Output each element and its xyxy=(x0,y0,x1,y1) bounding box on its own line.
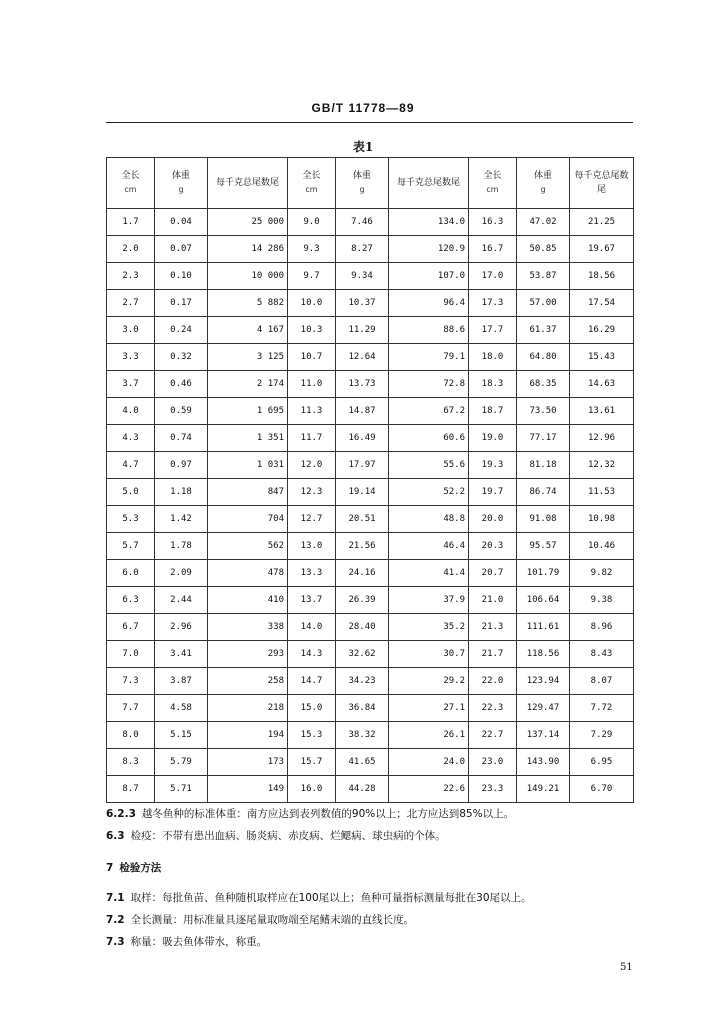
table-cell: 15.0 xyxy=(288,695,336,722)
table-cell: 68.35 xyxy=(517,371,570,398)
table-cell: 4.7 xyxy=(107,452,155,479)
table-cell: 8.3 xyxy=(107,749,155,776)
table-cell: 7.46 xyxy=(336,209,389,236)
table-cell: 81.18 xyxy=(517,452,570,479)
table-cell: 6.0 xyxy=(107,560,155,587)
table-cell: 13.73 xyxy=(336,371,389,398)
table-cell: 60.6 xyxy=(389,425,469,452)
column-header xyxy=(155,158,208,209)
table-cell: 137.14 xyxy=(517,722,570,749)
table-cell: 17.97 xyxy=(336,452,389,479)
table-cell: 23.0 xyxy=(469,749,517,776)
table-cell: 4.0 xyxy=(107,398,155,425)
table-cell: 0.04 xyxy=(155,209,208,236)
column-header-unit: cm xyxy=(305,185,318,194)
table-cell: 52.2 xyxy=(389,479,469,506)
table-cell: 5 882 xyxy=(208,290,288,317)
table-cell: 6.3 xyxy=(107,587,155,614)
table-cell: 20.51 xyxy=(336,506,389,533)
table-cell: 13.7 xyxy=(288,587,336,614)
table-cell: 2.09 xyxy=(155,560,208,587)
note-item-6-2-3 xyxy=(106,803,646,825)
table-cell: 25 000 xyxy=(208,209,288,236)
table-cell: 17.3 xyxy=(469,290,517,317)
table-cell: 13.3 xyxy=(288,560,336,587)
table-cell: 1.78 xyxy=(155,533,208,560)
note-number: 6.2.3 xyxy=(106,808,136,820)
table-cell: 17.54 xyxy=(570,290,634,317)
table-cell: 79.1 xyxy=(389,344,469,371)
table-row xyxy=(107,425,634,452)
table-cell: 1.18 xyxy=(155,479,208,506)
section-item-7-2 xyxy=(106,909,646,931)
table-cell: 10.7 xyxy=(288,344,336,371)
column-header xyxy=(336,158,389,209)
section-item-7-3 xyxy=(106,931,646,953)
column-header-label: 每千克总尾数尾 xyxy=(574,171,629,195)
table-cell: 48.8 xyxy=(389,506,469,533)
column-header-label: 每千克总尾数尾 xyxy=(215,178,279,188)
table-cell: 2.96 xyxy=(155,614,208,641)
table-row xyxy=(107,317,634,344)
table-cell: 17.7 xyxy=(469,317,517,344)
table-cell: 9.82 xyxy=(570,560,634,587)
table-cell: 2.0 xyxy=(107,236,155,263)
table-cell: 2.3 xyxy=(107,263,155,290)
table-row xyxy=(107,695,634,722)
table-cell: 11.53 xyxy=(570,479,634,506)
table-cell: 20.0 xyxy=(469,506,517,533)
column-header xyxy=(389,158,469,209)
table-cell: 0.24 xyxy=(155,317,208,344)
table-cell: 19.67 xyxy=(570,236,634,263)
table-cell: 0.10 xyxy=(155,263,208,290)
table-cell: 73.50 xyxy=(517,398,570,425)
item-text: 取样：每批鱼苗、鱼种随机取样应在100尾以上；鱼种可量指标测量每批在30尾以上。 xyxy=(130,892,532,904)
table-cell: 19.14 xyxy=(336,479,389,506)
table-cell: 8.43 xyxy=(570,641,634,668)
table-cell: 14.87 xyxy=(336,398,389,425)
table-cell: 7.7 xyxy=(107,695,155,722)
standard-header: GB/T 11778—89 xyxy=(311,101,415,115)
table-cell: 14 286 xyxy=(208,236,288,263)
note-text: 检疫：不带有患出血病、肠炎病、赤皮病、烂鳃病、球虫病的个体。 xyxy=(130,830,446,842)
table-row xyxy=(107,722,634,749)
table-cell: 9.0 xyxy=(288,209,336,236)
note-text: 越冬鱼种的标准体重：南方应达到表列数值的90%以上；北方应达到85%以上。 xyxy=(141,808,515,820)
table-row xyxy=(107,668,634,695)
table-row xyxy=(107,749,634,776)
table-cell: 8.7 xyxy=(107,776,155,803)
table-cell: 26.1 xyxy=(389,722,469,749)
table-cell: 27.1 xyxy=(389,695,469,722)
table-cell: 57.00 xyxy=(517,290,570,317)
table-cell: 17.0 xyxy=(469,263,517,290)
table-cell: 18.3 xyxy=(469,371,517,398)
table-cell: 118.56 xyxy=(517,641,570,668)
table-header xyxy=(107,158,634,209)
table-cell: 4 167 xyxy=(208,317,288,344)
table-cell: 0.32 xyxy=(155,344,208,371)
table-cell: 86.74 xyxy=(517,479,570,506)
column-header xyxy=(517,158,570,209)
table-cell: 3.87 xyxy=(155,668,208,695)
table-cell: 7.29 xyxy=(570,722,634,749)
table-cell: 149 xyxy=(208,776,288,803)
table-cell: 562 xyxy=(208,533,288,560)
table-cell: 20.7 xyxy=(469,560,517,587)
table-cell: 16.29 xyxy=(570,317,634,344)
table-cell: 67.2 xyxy=(389,398,469,425)
table-row xyxy=(107,398,634,425)
table-row xyxy=(107,290,634,317)
table-cell: 24.0 xyxy=(389,749,469,776)
column-header-label: 体重 xyxy=(171,171,190,181)
table-cell: 111.61 xyxy=(517,614,570,641)
table-cell: 194 xyxy=(208,722,288,749)
table-cell: 35.2 xyxy=(389,614,469,641)
table-cell: 9.3 xyxy=(288,236,336,263)
table-cell: 5.15 xyxy=(155,722,208,749)
table-cell: 14.7 xyxy=(288,668,336,695)
item-text: 全长测量：用标准量具逐尾量取吻端至尾鳍末端的直线长度。 xyxy=(130,914,415,926)
column-header-unit: cm xyxy=(486,185,499,194)
item-number: 7.1 xyxy=(106,892,125,904)
table-title: 表1 xyxy=(352,140,374,154)
table-cell: 14.0 xyxy=(288,614,336,641)
table-cell: 2.7 xyxy=(107,290,155,317)
section-title: 检验方法 xyxy=(119,862,162,874)
table-cell: 4.3 xyxy=(107,425,155,452)
table-row xyxy=(107,533,634,560)
table-cell: 101.79 xyxy=(517,560,570,587)
column-header xyxy=(288,158,336,209)
table-cell: 15.3 xyxy=(288,722,336,749)
table-cell: 34.23 xyxy=(336,668,389,695)
table-cell: 12.96 xyxy=(570,425,634,452)
table-cell: 26.39 xyxy=(336,587,389,614)
table-row xyxy=(107,614,634,641)
table-cell: 129.47 xyxy=(517,695,570,722)
table-cell: 21.0 xyxy=(469,587,517,614)
table-cell: 704 xyxy=(208,506,288,533)
table-cell: 11.7 xyxy=(288,425,336,452)
table-cell: 11.3 xyxy=(288,398,336,425)
table-cell: 55.6 xyxy=(389,452,469,479)
table-cell: 218 xyxy=(208,695,288,722)
table-cell: 0.59 xyxy=(155,398,208,425)
table-cell: 22.0 xyxy=(469,668,517,695)
table-cell: 16.0 xyxy=(288,776,336,803)
table-cell: 15.7 xyxy=(288,749,336,776)
table-cell: 3.3 xyxy=(107,344,155,371)
table-cell: 12.64 xyxy=(336,344,389,371)
table-cell: 7.72 xyxy=(570,695,634,722)
table-cell: 1.42 xyxy=(155,506,208,533)
table-cell: 21.7 xyxy=(469,641,517,668)
table-cell: 10 000 xyxy=(208,263,288,290)
header-row xyxy=(107,158,634,209)
table-row xyxy=(107,344,634,371)
table-cell: 50.85 xyxy=(517,236,570,263)
table-cell: 9.38 xyxy=(570,587,634,614)
table-cell: 143.90 xyxy=(517,749,570,776)
table-cell: 21.25 xyxy=(570,209,634,236)
table-cell: 14.3 xyxy=(288,641,336,668)
table-cell: 8.0 xyxy=(107,722,155,749)
table-cell: 19.0 xyxy=(469,425,517,452)
table-cell: 12.7 xyxy=(288,506,336,533)
table-cell: 478 xyxy=(208,560,288,587)
table-cell: 16.3 xyxy=(469,209,517,236)
column-header xyxy=(570,158,634,209)
table-row xyxy=(107,776,634,803)
table-cell: 3.41 xyxy=(155,641,208,668)
table-cell: 0.07 xyxy=(155,236,208,263)
table-cell: 72.8 xyxy=(389,371,469,398)
table-cell: 4.58 xyxy=(155,695,208,722)
column-header-label: 每千克总尾数尾 xyxy=(396,178,460,188)
table-cell: 61.37 xyxy=(517,317,570,344)
header-rule xyxy=(106,122,633,123)
table-cell: 10.98 xyxy=(570,506,634,533)
table-cell: 5.0 xyxy=(107,479,155,506)
notes-section xyxy=(106,803,646,953)
table-cell: 11.29 xyxy=(336,317,389,344)
column-header-unit: g xyxy=(359,185,365,194)
table-cell: 847 xyxy=(208,479,288,506)
item-number: 7.2 xyxy=(106,914,125,926)
table-cell: 5.3 xyxy=(107,506,155,533)
table-cell: 88.6 xyxy=(389,317,469,344)
table-cell: 7.3 xyxy=(107,668,155,695)
table-cell: 77.17 xyxy=(517,425,570,452)
table-cell: 30.7 xyxy=(389,641,469,668)
table-cell: 7.0 xyxy=(107,641,155,668)
page-number: 51 xyxy=(620,962,633,973)
table-cell: 10.46 xyxy=(570,533,634,560)
table-cell: 120.9 xyxy=(389,236,469,263)
table-cell: 1 695 xyxy=(208,398,288,425)
table-cell: 5.79 xyxy=(155,749,208,776)
table-cell: 10.0 xyxy=(288,290,336,317)
table-cell: 8.27 xyxy=(336,236,389,263)
column-header-label: 全长 xyxy=(483,171,502,181)
table-cell: 107.0 xyxy=(389,263,469,290)
table-cell: 18.0 xyxy=(469,344,517,371)
column-header-unit: cm xyxy=(124,185,137,194)
table-cell: 10.3 xyxy=(288,317,336,344)
column-header-unit: g xyxy=(540,185,546,194)
table-cell: 21.56 xyxy=(336,533,389,560)
table-cell: 8.96 xyxy=(570,614,634,641)
table-cell: 410 xyxy=(208,587,288,614)
table-cell: 12.3 xyxy=(288,479,336,506)
section-heading xyxy=(106,857,646,879)
table-cell: 2.44 xyxy=(155,587,208,614)
table-cell: 149.21 xyxy=(517,776,570,803)
table-cell: 37.9 xyxy=(389,587,469,614)
note-item-6-3 xyxy=(106,825,646,847)
table-cell: 13.0 xyxy=(288,533,336,560)
table-cell: 16.7 xyxy=(469,236,517,263)
table-cell: 8.07 xyxy=(570,668,634,695)
table-cell: 19.7 xyxy=(469,479,517,506)
table-cell: 20.3 xyxy=(469,533,517,560)
table-cell: 36.84 xyxy=(336,695,389,722)
table-cell: 64.80 xyxy=(517,344,570,371)
table-cell: 23.3 xyxy=(469,776,517,803)
note-number: 6.3 xyxy=(106,830,125,842)
table-cell: 15.43 xyxy=(570,344,634,371)
table-cell: 18.56 xyxy=(570,263,634,290)
column-header xyxy=(208,158,288,209)
column-header-label: 体重 xyxy=(533,171,552,181)
table-cell: 106.64 xyxy=(517,587,570,614)
table-cell: 3 125 xyxy=(208,344,288,371)
table-cell: 0.74 xyxy=(155,425,208,452)
table-cell: 95.57 xyxy=(517,533,570,560)
table-cell: 123.94 xyxy=(517,668,570,695)
table-cell: 9.7 xyxy=(288,263,336,290)
table-cell: 41.4 xyxy=(389,560,469,587)
table-cell: 46.4 xyxy=(389,533,469,560)
table-cell: 22.3 xyxy=(469,695,517,722)
table-cell: 6.7 xyxy=(107,614,155,641)
table-cell: 6.70 xyxy=(570,776,634,803)
table-cell: 96.4 xyxy=(389,290,469,317)
table-row xyxy=(107,452,634,479)
table-row xyxy=(107,479,634,506)
column-header-unit: g xyxy=(178,185,184,194)
table-cell: 3.0 xyxy=(107,317,155,344)
table-row xyxy=(107,371,634,398)
table-cell: 293 xyxy=(208,641,288,668)
table-cell: 1.7 xyxy=(107,209,155,236)
table-cell: 0.97 xyxy=(155,452,208,479)
table-cell: 41.65 xyxy=(336,749,389,776)
table-cell: 5.7 xyxy=(107,533,155,560)
table-cell: 0.46 xyxy=(155,371,208,398)
table-cell: 18.7 xyxy=(469,398,517,425)
table-row xyxy=(107,209,634,236)
table-cell: 9.34 xyxy=(336,263,389,290)
table-row xyxy=(107,236,634,263)
table-row xyxy=(107,587,634,614)
table-row xyxy=(107,263,634,290)
table-cell: 21.3 xyxy=(469,614,517,641)
table-cell: 13.61 xyxy=(570,398,634,425)
table-cell: 22.6 xyxy=(389,776,469,803)
table-cell: 12.32 xyxy=(570,452,634,479)
table-cell: 2 174 xyxy=(208,371,288,398)
table-cell: 47.02 xyxy=(517,209,570,236)
table-cell: 134.0 xyxy=(389,209,469,236)
table-row xyxy=(107,506,634,533)
table-cell: 1 031 xyxy=(208,452,288,479)
column-header-label: 全长 xyxy=(302,171,321,181)
column-header xyxy=(469,158,517,209)
table-cell: 32.62 xyxy=(336,641,389,668)
table-cell: 338 xyxy=(208,614,288,641)
section-item-7-1 xyxy=(106,887,646,909)
table-cell: 22.7 xyxy=(469,722,517,749)
table-cell: 29.2 xyxy=(389,668,469,695)
item-number: 7.3 xyxy=(106,936,125,948)
table-cell: 3.7 xyxy=(107,371,155,398)
table-cell: 0.17 xyxy=(155,290,208,317)
table-cell: 12.0 xyxy=(288,452,336,479)
table-cell: 173 xyxy=(208,749,288,776)
table-cell: 10.37 xyxy=(336,290,389,317)
table-cell: 24.16 xyxy=(336,560,389,587)
table-cell: 14.63 xyxy=(570,371,634,398)
table-cell: 11.0 xyxy=(288,371,336,398)
table-cell: 28.40 xyxy=(336,614,389,641)
table-cell: 1 351 xyxy=(208,425,288,452)
table-row xyxy=(107,641,634,668)
column-header-label: 体重 xyxy=(352,171,371,181)
section-number: 7 xyxy=(106,862,114,874)
table-cell: 53.87 xyxy=(517,263,570,290)
column-header-label: 全长 xyxy=(121,171,140,181)
table-cell: 16.49 xyxy=(336,425,389,452)
table-cell: 19.3 xyxy=(469,452,517,479)
table-cell: 258 xyxy=(208,668,288,695)
table-cell: 91.08 xyxy=(517,506,570,533)
table-row xyxy=(107,560,634,587)
table-cell: 6.95 xyxy=(570,749,634,776)
column-header xyxy=(107,158,155,209)
item-text: 称量：吸去鱼体带水，称重。 xyxy=(130,936,268,948)
table-cell: 38.32 xyxy=(336,722,389,749)
table-body xyxy=(107,209,634,803)
table-cell: 44.28 xyxy=(336,776,389,803)
data-table xyxy=(106,157,634,803)
table-cell: 5.71 xyxy=(155,776,208,803)
